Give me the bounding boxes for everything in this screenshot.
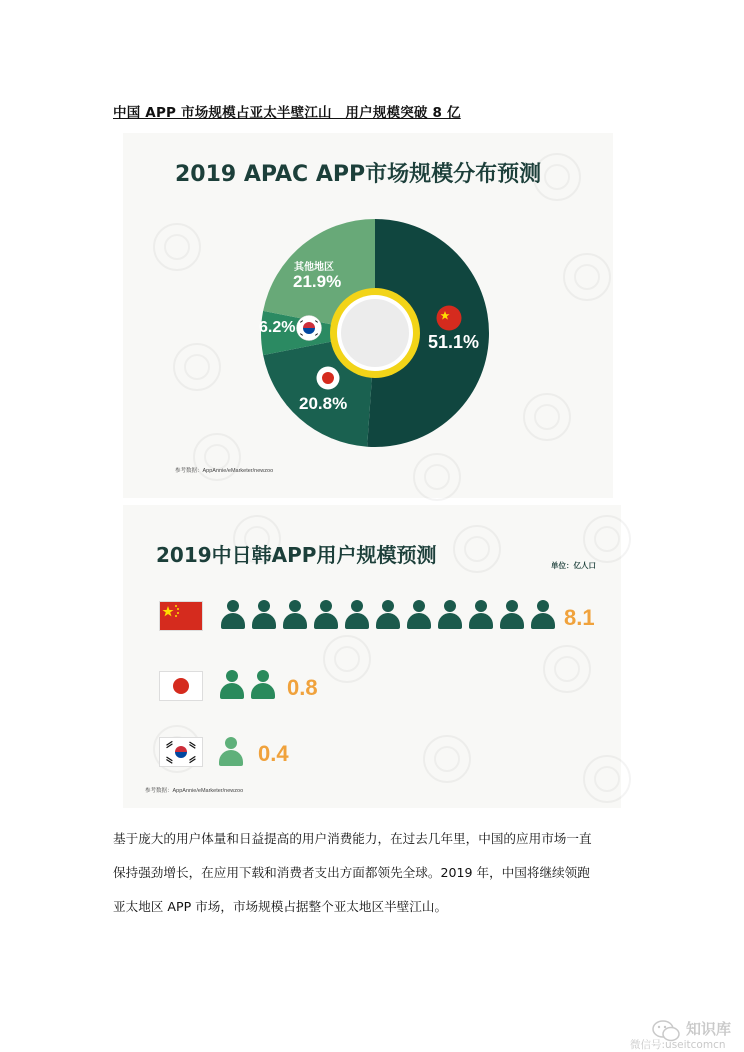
korea-flag-icon <box>159 737 203 767</box>
person-icon <box>314 600 338 630</box>
body-paragraph <box>113 822 633 924</box>
article-heading: 中国 APP 市场规模占亚太半壁江山 用户规模突破 8 亿 <box>113 105 461 121</box>
footer-watermark <box>630 1018 744 1052</box>
person-icon <box>252 600 276 630</box>
user-chart-title: 2019中日韩APP用户规模预测 <box>156 543 437 567</box>
pie-label-other-name: 其他地区 <box>294 262 334 273</box>
people-row-japan <box>220 670 275 700</box>
person-icon <box>376 600 400 630</box>
pie-chart-source: 参考数据：AppAnnie/eMarketer/newzoo <box>175 468 274 474</box>
person-icon <box>283 600 307 630</box>
value-korea: 0.4 <box>258 741 289 766</box>
person-icon <box>469 600 493 630</box>
center-disc <box>341 299 409 367</box>
footer-wechat-id: 微信号:useitcomcn <box>630 1039 726 1051</box>
pie-chart-panel <box>123 133 613 498</box>
paragraph-line: 保持强劲增长，在应用下载和消费者支出方面都领先全球。2019 年，中国将继续领跑 <box>113 865 590 880</box>
person-icon <box>219 737 243 767</box>
people-row-china <box>221 600 555 630</box>
person-icon <box>345 600 369 630</box>
pie-label-korea: 6.2% <box>259 319 296 336</box>
person-icon <box>220 670 244 700</box>
person-icon <box>438 600 462 630</box>
china-flag-icon <box>436 305 462 331</box>
user-chart-unit: 单位：亿人口 <box>551 561 596 570</box>
person-icon <box>500 600 524 630</box>
paragraph-line: 亚太地区 APP 市场，市场规模占据整个亚太地区半壁江山。 <box>113 899 448 914</box>
pie-label-japan: 20.8% <box>299 394 348 413</box>
pie-label-other: 21.9% <box>293 272 342 291</box>
people-row-korea <box>219 737 243 767</box>
footer-name: 知识库 <box>686 1020 732 1038</box>
value-china: 8.1 <box>564 605 595 630</box>
user-chart-source: 参考数据：AppAnnie/eMarketer/newzoo <box>145 788 244 794</box>
korea-flag-icon <box>296 315 322 341</box>
person-icon <box>407 600 431 630</box>
person-icon <box>251 670 275 700</box>
japan-flag-icon <box>316 366 340 390</box>
user-scale-panel <box>123 505 621 808</box>
person-icon <box>531 600 555 630</box>
paragraph-line: 基于庞大的用户体量和日益提高的用户消费能力，在过去几年里，中国的应用市场一直 <box>113 831 592 846</box>
pie-label-china: 51.1% <box>428 332 480 352</box>
china-flag-icon <box>159 601 203 631</box>
person-icon <box>221 600 245 630</box>
japan-flag-icon <box>159 671 203 701</box>
value-japan: 0.8 <box>287 675 318 700</box>
pie-chart-title: 2019 APAC APP市场规模分布预测 <box>175 162 542 187</box>
